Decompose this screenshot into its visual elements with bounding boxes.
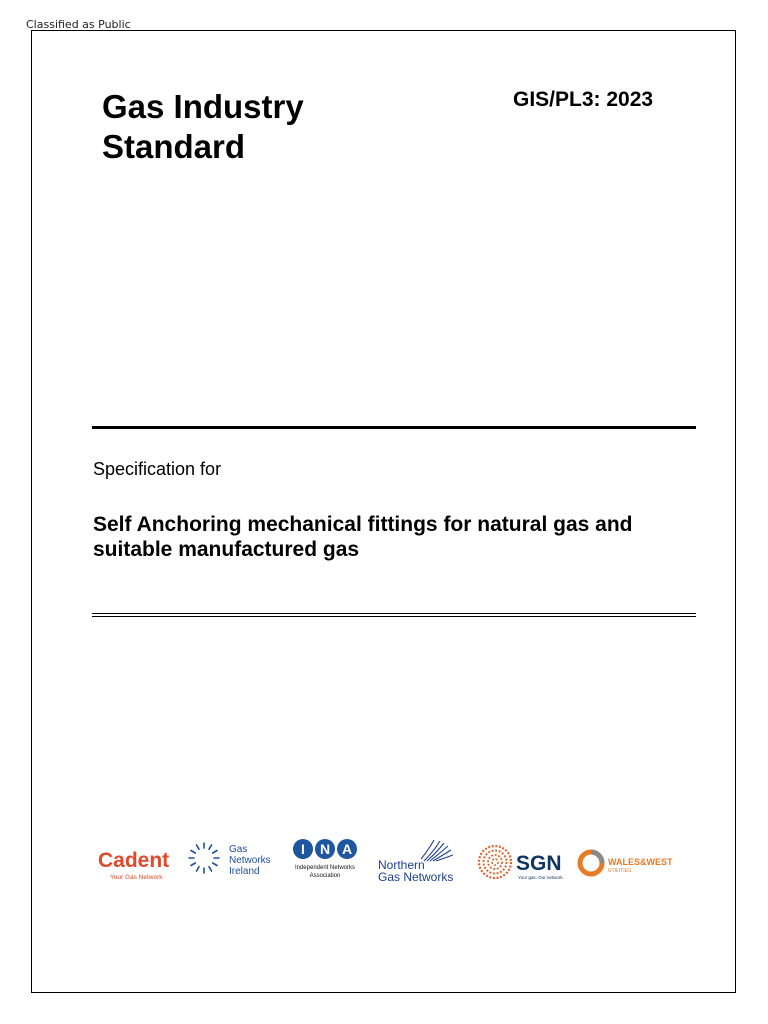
gas-networks-ireland-ring-icon bbox=[189, 843, 219, 873]
wales-west-utilities-line-2: UTILITIES bbox=[608, 868, 632, 874]
thick-divider bbox=[92, 426, 696, 429]
cadent-logo-name: Cadent bbox=[98, 849, 170, 872]
standard-code: GIS/PL3: 2023 bbox=[513, 88, 654, 111]
double-divider bbox=[92, 613, 696, 617]
northern-gas-networks-rays-icon bbox=[421, 840, 453, 861]
sgn-logo-tagline: Your gas. Our network bbox=[518, 875, 563, 880]
gas-networks-ireland-line-1: Gas bbox=[229, 844, 248, 855]
ina-letter-i: I bbox=[301, 841, 305, 857]
northern-gas-networks-line-1: Northern bbox=[378, 858, 425, 872]
sgn-logo bbox=[477, 844, 567, 884]
gas-networks-ireland-line-2: Networks bbox=[229, 855, 271, 866]
specification-title-line-2: suitable manufactured gas bbox=[93, 538, 360, 561]
document-title bbox=[102, 87, 304, 167]
cadent-logo bbox=[97, 845, 177, 885]
ina-line-1: Independent Networks bbox=[294, 865, 356, 871]
sgn-swirl-icon bbox=[479, 846, 511, 878]
gas-networks-ireland-line-3: Ireland bbox=[229, 866, 260, 877]
specification-label: Specification for bbox=[93, 459, 222, 479]
sgn-logo-name: SGN bbox=[516, 852, 562, 875]
classification-label: Classified as Public bbox=[26, 18, 131, 31]
wales-west-utilities-logo bbox=[577, 847, 677, 883]
ina-letter-a: A bbox=[341, 841, 353, 857]
ina-logo bbox=[288, 837, 368, 883]
northern-gas-networks-line-2: Gas Networks bbox=[378, 870, 454, 884]
specification-title bbox=[93, 512, 713, 562]
ina-letter-n: N bbox=[319, 841, 331, 857]
ina-line-2: Association bbox=[309, 873, 341, 879]
wales-west-utilities-line-1: WALES&WEST bbox=[608, 857, 673, 867]
ina-circles-icon bbox=[293, 839, 357, 859]
cadent-logo-tagline: Your Gas Network bbox=[110, 874, 163, 881]
gas-networks-ireland-logo bbox=[186, 840, 281, 880]
northern-gas-networks-logo bbox=[376, 837, 458, 885]
specification-title-line-1: Self Anchoring mechanical fittings for natural gas and bbox=[93, 513, 633, 536]
partner-logos bbox=[92, 832, 692, 892]
document-title-line-2: Standard bbox=[102, 128, 246, 165]
document-title-line-1: Gas Industry bbox=[102, 88, 304, 125]
wales-west-utilities-ring-icon bbox=[580, 852, 602, 874]
